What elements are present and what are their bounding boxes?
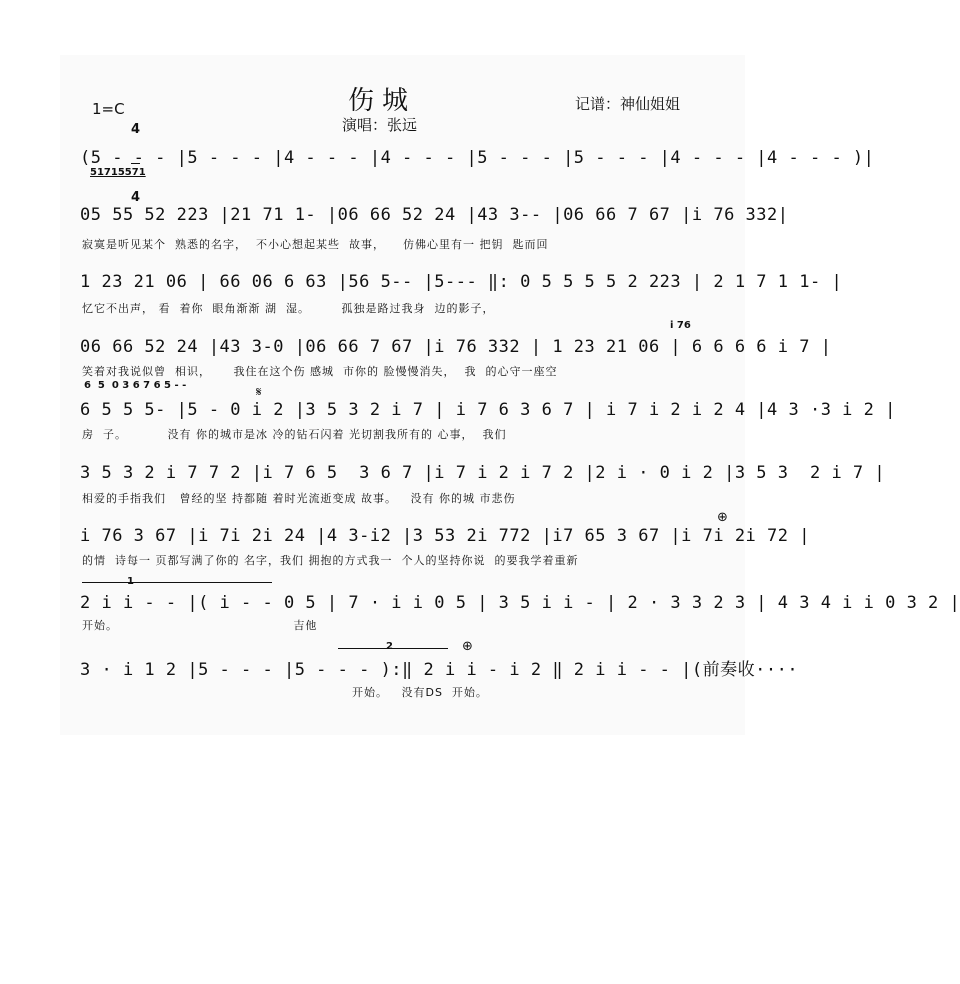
score-row-3-lyrics: 忆它不出声， 看 着你 眼角渐渐 湖 湿。 孤独是路过我身 边的影子，: [82, 302, 495, 315]
score-row-7-lyrics: 的情 诗每一 页都写满了你的 名字，我们 拥抱的方式我一 个人的坚持你说 的要我学着重新: [82, 554, 579, 567]
coda-icon-2: ⊕: [462, 639, 473, 654]
volta-2-bracket: [338, 648, 448, 649]
score-row-4-lyrics: 笑着对我说似曾 相识， 我住在这个伤 感城 市你的 脸慢慢消失， 我 的心守一座空: [82, 365, 558, 378]
score-row-2-lyrics: 寂寞是听见某个 熟悉的名字， 不小心想起某些 故事， 仿佛心里有一 把钥 匙而回: [82, 238, 549, 251]
score-row-5-lyrics: 房 子。 没有 你的城市是冰 冷的钻石闪着 光切割我所有的 心事， 我们: [82, 428, 507, 441]
score-row-6-notes: 3 5 3 2 i 7 7 2 |i 7 6 5 3 6 7 |i 7 i 2 i 7 2 |2 i · 0 i 2 |3 5 3 2 i 7 |: [80, 463, 886, 483]
score-row-8-lyrics: 开始。 吉他: [82, 619, 318, 632]
time-signature-top: 4: [131, 122, 141, 137]
score-row-4-above: i 76: [670, 320, 691, 331]
key-signature: 1=C: [92, 100, 125, 118]
score-row-3-notes: 1 23 21 06 | 66 06 6 63 |56 5-- |5--- ‖: 0 5 5 5 5 2 223 | 2 1 7 1 1- |: [80, 272, 843, 292]
score-row-1-sub: 51715571: [90, 167, 146, 178]
volta-2-label: 2: [386, 641, 393, 652]
score-row-7-notes: i 76 3 67 |i 7i 2i 24 |4 3-i2 |3 53 2i 772 |i7 65 3 67 |i 7i 2i 72 |: [80, 526, 810, 546]
score-row-9-lyrics: 开始。 没有DS 开始。: [352, 686, 488, 699]
score-row-4-notes: 06 66 52 24 |43 3-0 |06 66 7 67 |i 76 332 | 1 23 21 06 | 6 6 6 6 i 7 |: [80, 337, 832, 357]
score-row-6-lyrics: 相爱的手指我们 曾经的坚 持都随 着时光流逝变成 故事。 没有 你的城 市悲伤: [82, 492, 516, 505]
song-title: 伤城: [348, 86, 417, 116]
volta-1-label: 1: [127, 576, 134, 587]
coda-icon: ⊕: [717, 510, 728, 525]
score-row-9-notes: 3 · i 1 2 |5 - - - |5 - - - ):‖ 2 i i - i 2 ‖ 2 i i - - |(前奏收····: [80, 660, 799, 680]
score-row-8-notes: 2 i i - - |( i - - 0 5 | 7 · i i 0 5 | 3 5 i i - | 2 · 3 3 2 3 | 4 3 4 i i 0 3 2 |: [80, 593, 960, 613]
segno-icon: 𝄋: [256, 385, 262, 400]
score-row-1-notes: (5 - - - |5 - - - |4 - - - |4 - - - |5 - - - |5 - - - |4 - - - |4 - - - )|: [80, 148, 875, 168]
score-row-5-above: 6 5 0 3 6 7 6 5 - -: [84, 380, 187, 391]
time-signature-bottom: 4: [131, 190, 141, 205]
singer-credit: 演唱：张远: [342, 116, 418, 134]
score-row-2-notes: 05 55 52 223 |21 71 1- |06 66 52 24 |43 3-- |06 66 7 67 |i 76 332|: [80, 205, 789, 225]
volta-1-bracket: [82, 582, 272, 583]
score-row-5-notes: 6 5 5 5- |5 - 0 i 2 |3 5 3 2 i 7 | i 7 6 3 6 7 | i 7 i 2 i 2 4 |4 3 ·3 i 2 |: [80, 400, 896, 420]
scribe-credit: 记谱：神仙姐姐: [575, 95, 681, 113]
